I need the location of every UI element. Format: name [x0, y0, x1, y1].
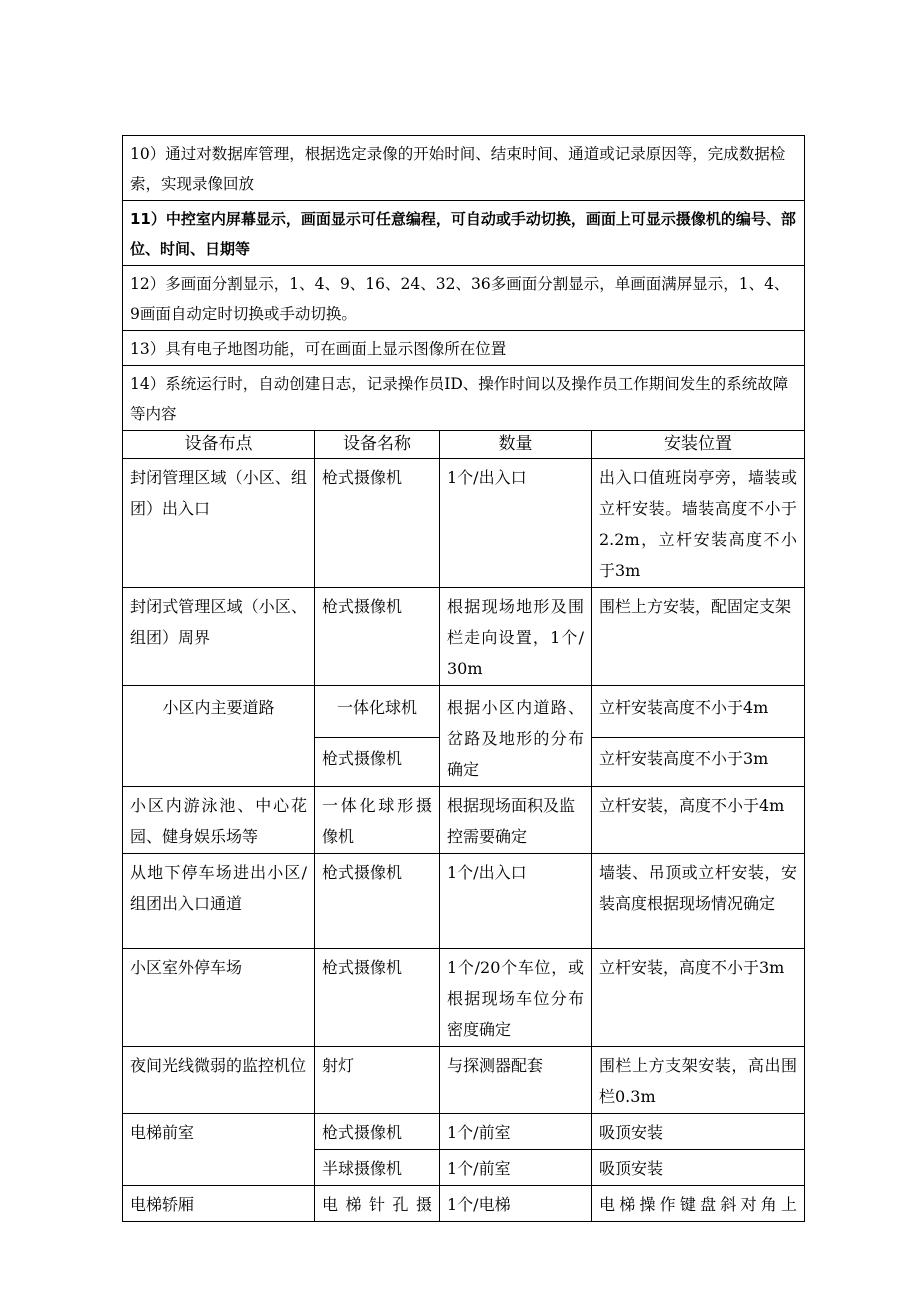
note-text: 11）中控室内屏幕显示，画面显示可任意编程，可自动或手动切换，画面上可显示摄像机的编号、部位、时间、日期等 [123, 201, 805, 266]
cell-install: 吸顶安装 [592, 1150, 805, 1186]
table-row [123, 949, 805, 1047]
cell-quantity: 1个/出入口 [440, 854, 592, 949]
cell-device: 枪式摄像机 [315, 854, 440, 949]
table-row [123, 854, 805, 949]
cell-device: 半球摄像机 [315, 1150, 440, 1186]
cell-location: 小区室外停车场 [123, 949, 315, 1047]
cell-device: 一体化球形摄像机 [315, 787, 440, 854]
table-row [123, 459, 805, 588]
note-text: 13）具有电子地图功能，可在画面上显示图像所在位置 [123, 331, 805, 366]
table-row [123, 588, 805, 686]
cell-location: 小区内游泳池、中心花园、健身娱乐场等 [123, 787, 315, 854]
cell-install: 立杆安装，高度不小于4m [592, 787, 805, 854]
cell-install: 立杆安装，高度不小于3m [592, 949, 805, 1047]
cell-install: 墙装、吊顶或立杆安装，安装高度根据现场情况确定 [592, 854, 805, 949]
cell-device: 枪式摄像机 [315, 1114, 440, 1150]
cell-device: 枪式摄像机 [315, 949, 440, 1047]
cell-device: 枪式摄像机 [315, 737, 440, 786]
cell-quantity: 1个/出入口 [440, 459, 592, 588]
note-row [123, 201, 805, 266]
column-header-install: 安装位置 [592, 431, 805, 459]
cell-quantity: 根据小区内道路、岔路及地形的分布确定 [440, 686, 592, 787]
table-row [123, 1047, 805, 1114]
cell-device: 枪式摄像机 [315, 459, 440, 588]
table-row [123, 787, 805, 854]
cell-location: 从地下停车场进出小区/组团出入口通道 [123, 854, 315, 949]
cell-install: 出入口值班岗亭旁，墙装或立杆安装。墙装高度不小于2.2m，立杆安装高度不小于3m [592, 459, 805, 588]
cell-install: 围栏上方支架安装，高出围栏0.3m [592, 1047, 805, 1114]
cell-quantity: 1个/前室 [440, 1114, 592, 1150]
note-row [123, 331, 805, 366]
cell-location: 电梯轿厢 [123, 1186, 315, 1222]
note-row [123, 366, 805, 431]
cell-location: 夜间光线微弱的监控机位 [123, 1047, 315, 1114]
cell-device: 射灯 [315, 1047, 440, 1114]
cell-quantity: 1个/20个车位，或根据现场车位分布密度确定 [440, 949, 592, 1047]
cell-device: 一体化球机 [315, 686, 440, 738]
cell-quantity: 根据现场地形及围栏走向设置，1个/30m [440, 588, 592, 686]
table-row [123, 1186, 805, 1222]
cell-quantity: 1个/电梯 [440, 1186, 592, 1222]
cell-install: 立杆安装高度不小于3m [592, 737, 805, 786]
cell-device: 枪式摄像机 [315, 588, 440, 686]
cell-device: 电梯针孔摄 [315, 1186, 440, 1222]
column-header-location: 设备布点 [123, 431, 315, 459]
cell-location: 封闭管理区域（小区、组团）出入口 [123, 459, 315, 588]
cell-quantity: 1个/前室 [440, 1150, 592, 1186]
column-header-quantity: 数量 [440, 431, 592, 459]
note-text: 14）系统运行时，自动创建日志，记录操作员ID、操作时间以及操作员工作期间发生的系统故障等内容 [123, 366, 805, 431]
table-row [123, 686, 805, 738]
table-header-row [123, 431, 805, 459]
cell-install: 围栏上方安装，配固定支架 [592, 588, 805, 686]
cell-location: 小区内主要道路 [123, 686, 315, 787]
note-row [123, 266, 805, 331]
note-text: 10）通过对数据库管理，根据选定录像的开始时间、结束时间、通道或记录原因等，完成数据检索，实现录像回放 [123, 136, 805, 201]
cell-install: 吸顶安装 [592, 1114, 805, 1150]
table-row [123, 1114, 805, 1150]
cell-location: 封闭式管理区域（小区、组团）周界 [123, 588, 315, 686]
cell-quantity: 与探测器配套 [440, 1047, 592, 1114]
note-text: 12）多画面分割显示，1、4、9、16、24、32、36多画面分割显示，单画面满屏显示，1、4、9画面自动定时切换或手动切换。 [123, 266, 805, 331]
cell-location: 电梯前室 [123, 1114, 315, 1186]
cell-install: 立杆安装高度不小于4m [592, 686, 805, 738]
note-row [123, 136, 805, 201]
column-header-device: 设备名称 [315, 431, 440, 459]
cell-quantity: 根据现场面积及监控需要确定 [440, 787, 592, 854]
spec-table [122, 135, 805, 1222]
cell-install: 电梯操作键盘斜对角上 [592, 1186, 805, 1222]
